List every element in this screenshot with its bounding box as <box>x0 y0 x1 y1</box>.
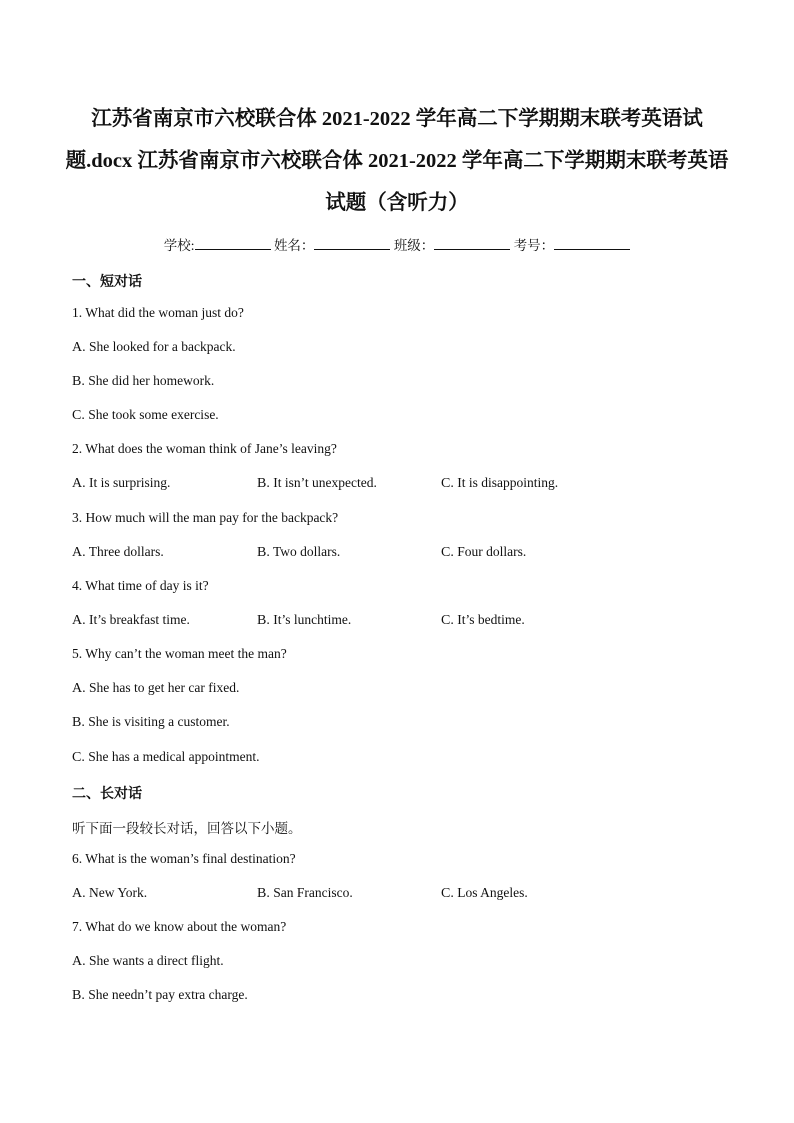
question-4-option-b[interactable]: B. It’s lunchtime. <box>257 612 352 628</box>
question-3-stem: 3. How much will the man pay for the backpack? <box>72 510 339 525</box>
exam-no-field[interactable] <box>554 237 630 250</box>
question-4-option-a[interactable]: A. It’s breakfast time. <box>72 612 190 628</box>
title-line-2: 题.docx 江苏省南京市六校联合体 2021-2022 学年高二下学期期末联考英语 <box>65 150 729 172</box>
question-3-option-a[interactable]: A. Three dollars. <box>72 544 164 560</box>
question-2-option-c[interactable]: C. It is disappointing. <box>441 475 559 491</box>
question-5-stem: 5. Why can’t the woman meet the man? <box>72 646 287 661</box>
question-6-stem: 6. What is the woman’s final destination? <box>72 851 296 866</box>
student-info-row <box>0 234 794 254</box>
question-2-stem: 2. What does the woman think of Jane’s leaving? <box>72 441 337 456</box>
section-heading-2: 二、长对话 <box>72 787 142 802</box>
question-7-stem: 7. What do we know about the woman? <box>72 919 287 934</box>
question-1-option-a[interactable]: A. She looked for a backpack. <box>72 339 236 355</box>
title-line-3: 试题（含听力） <box>325 192 469 214</box>
question-3-option-b[interactable]: B. Two dollars. <box>257 544 341 560</box>
class-field[interactable] <box>434 237 510 250</box>
title-line-1: 江苏省南京市六校联合体 2021-2022 学年高二下学期期末联考英语试 <box>91 108 703 130</box>
question-4-stem: 4. What time of day is it? <box>72 578 209 593</box>
question-5-option-c[interactable]: C. She has a medical appointment. <box>72 749 260 765</box>
school-label: 学校: <box>163 238 195 253</box>
exam-no-label: 考号： <box>513 238 555 253</box>
question-1-option-b[interactable]: B. She did her homework. <box>72 373 215 389</box>
question-5-option-a[interactable]: A. She has to get her car fixed. <box>72 680 240 696</box>
section-2-instruction: 听下面一段较长对话，回答以下小题。 <box>72 821 302 836</box>
question-1-stem: 1. What did the woman just do? <box>72 305 244 320</box>
name-label: 姓名： <box>273 238 315 253</box>
question-7-option-b[interactable]: B. She needn’t pay extra charge. <box>72 987 248 1003</box>
question-6-option-b[interactable]: B. San Francisco. <box>257 885 353 901</box>
question-3-option-c[interactable]: C. Four dollars. <box>441 544 527 560</box>
document-title <box>60 98 734 224</box>
question-2-option-a[interactable]: A. It is surprising. <box>72 475 171 491</box>
question-6-option-a[interactable]: A. New York. <box>72 885 148 901</box>
question-5-option-b[interactable]: B. She is visiting a customer. <box>72 714 230 730</box>
question-1-option-c[interactable]: C. She took some exercise. <box>72 407 219 423</box>
question-4-option-c[interactable]: C. It’s bedtime. <box>441 612 525 628</box>
name-field[interactable] <box>314 237 390 250</box>
question-6-option-c[interactable]: C. Los Angeles. <box>441 885 528 901</box>
question-2-option-b[interactable]: B. It isn’t unexpected. <box>257 475 377 491</box>
school-field[interactable] <box>195 237 271 250</box>
class-label: 班级： <box>393 238 435 253</box>
section-heading-1: 一、短对话 <box>72 275 142 290</box>
question-7-option-a[interactable]: A. She wants a direct flight. <box>72 953 224 969</box>
